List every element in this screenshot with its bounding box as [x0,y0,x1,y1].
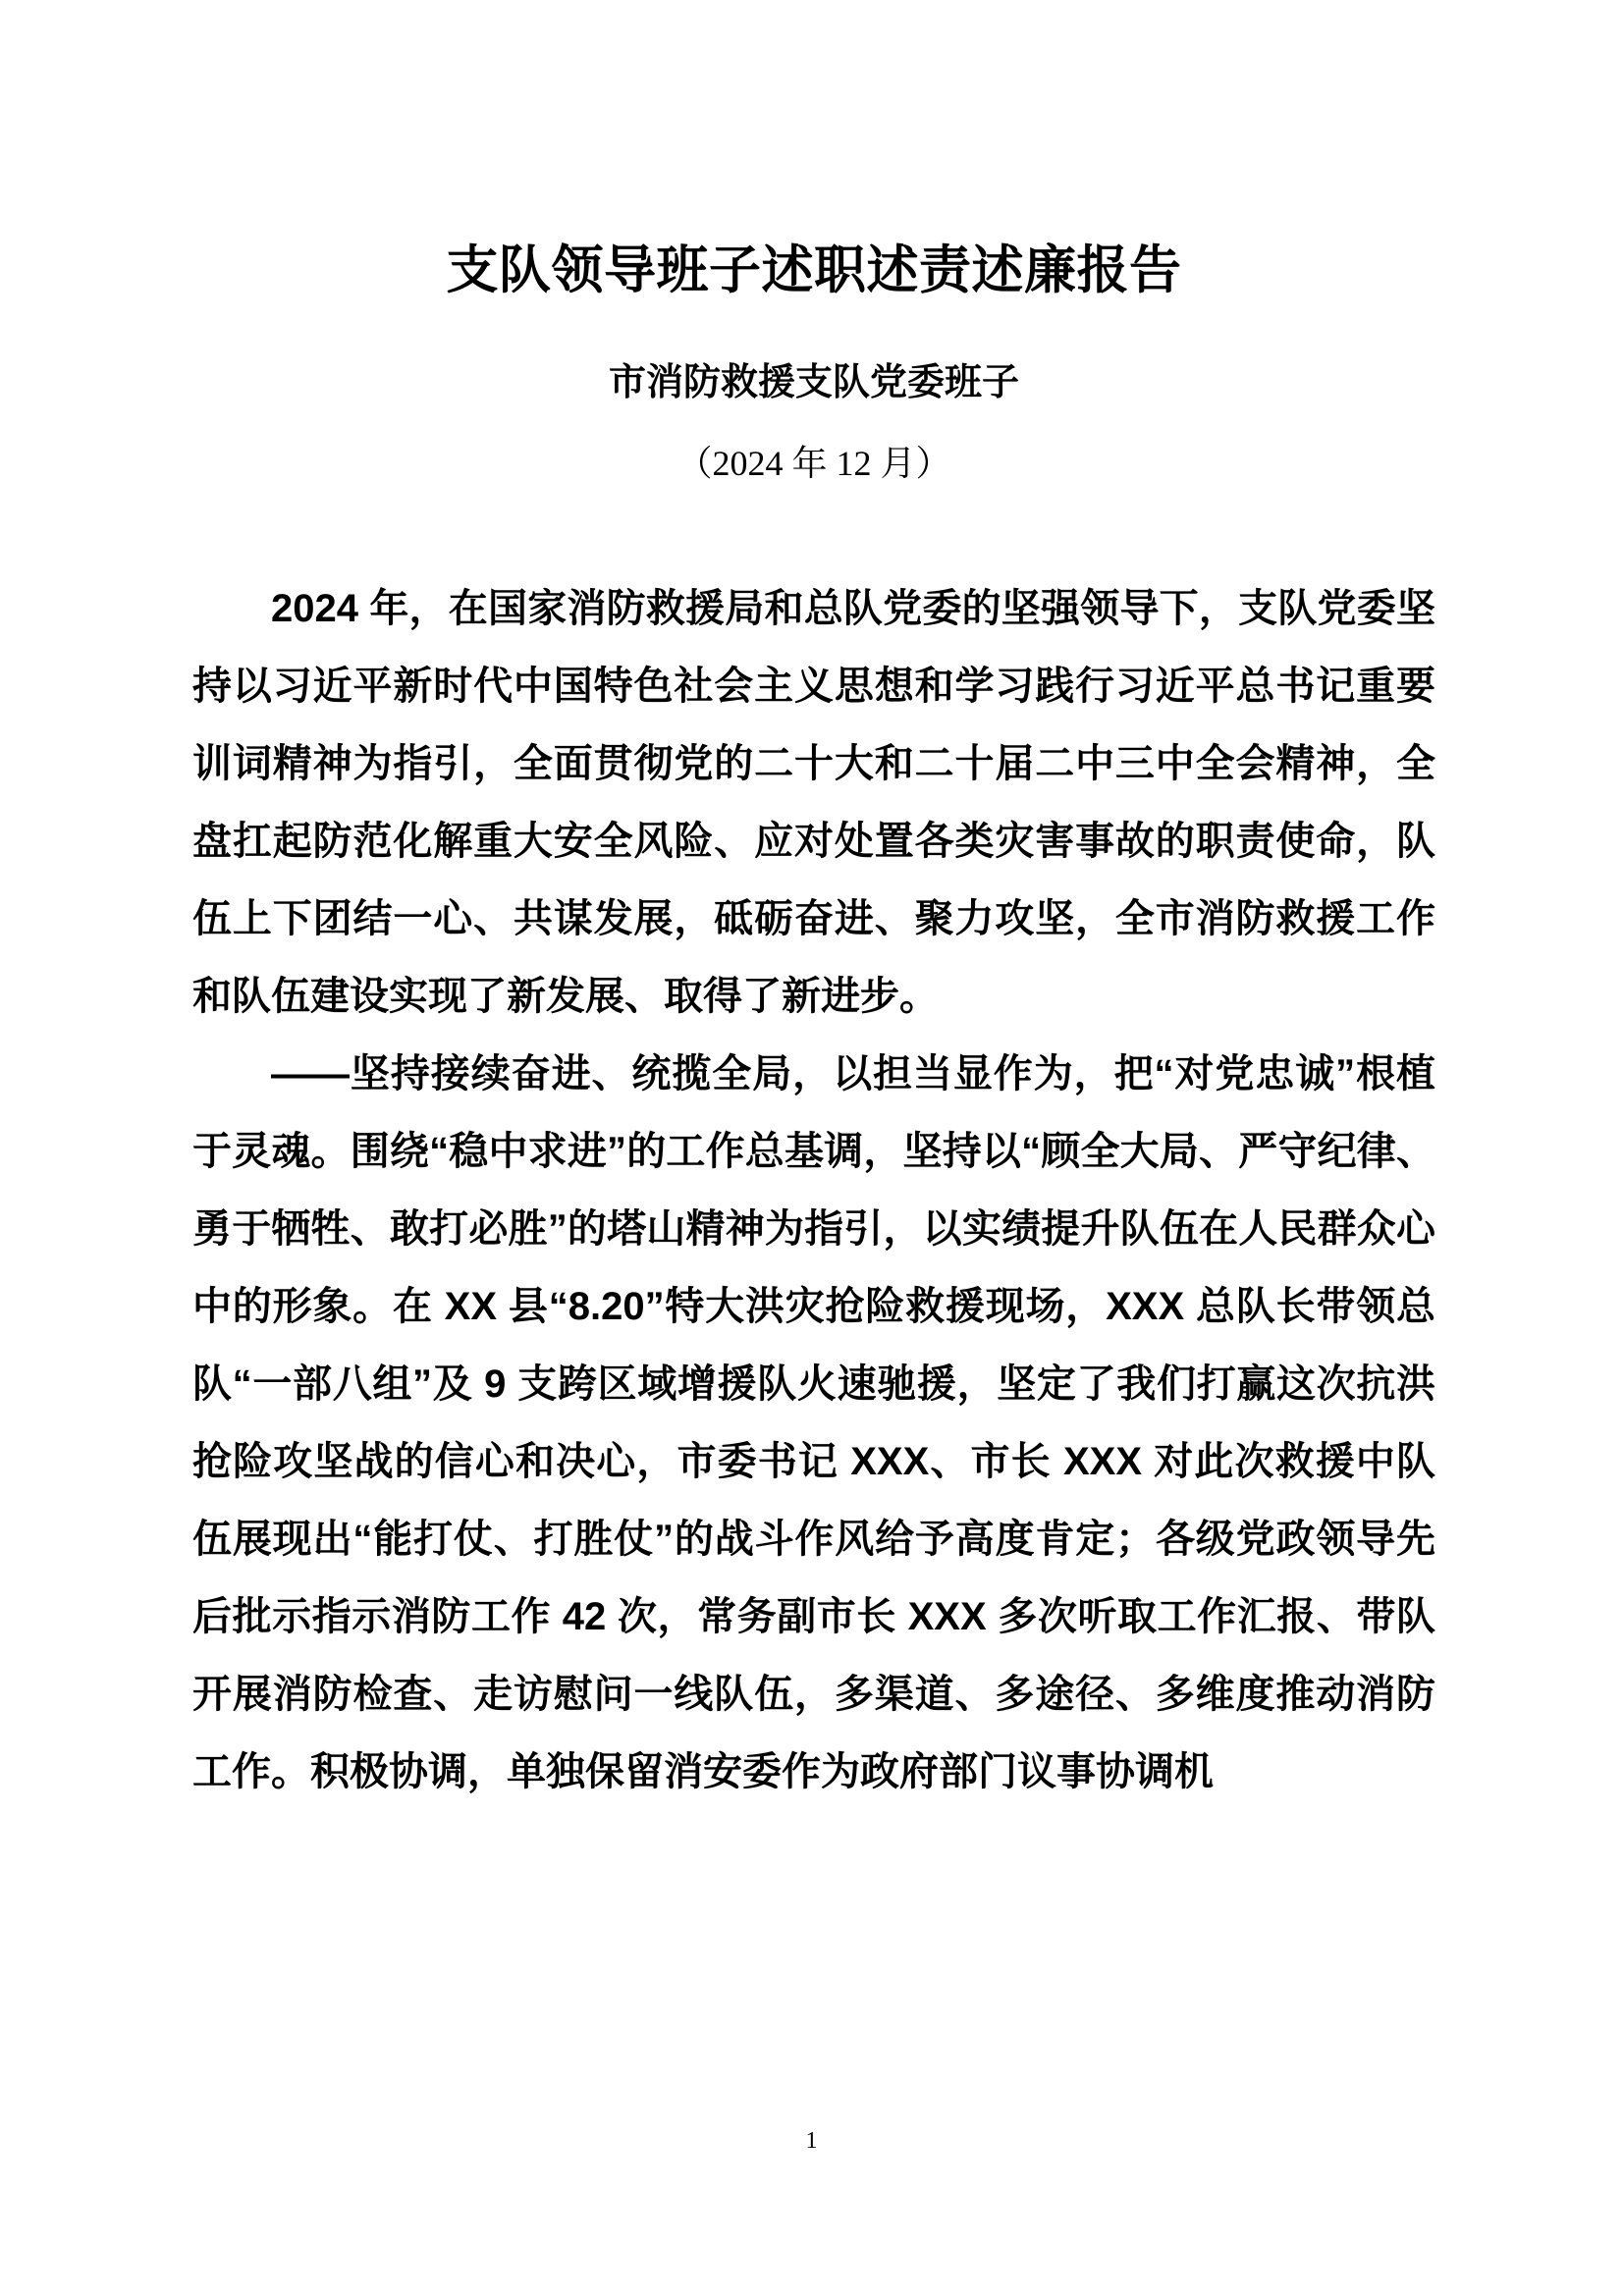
body-paragraph: 2024 年，在国家消防救援局和总队党委的坚强领导下，支队党委坚持以习近平新时代中国特色社会主义思想和学习践行习近平总书记重要训词精神为指引，全面贯彻党的二十大和二十届二中三中全会精神，全盘扛起防范化解重大安全风险、应对处置各类灾害事故的职责使命，队伍上下团结一心、共谋发展，砥砺奋进、聚力攻坚，全市消防救援工作和队伍建设实现了新发展、取得了新进步。 [192,586,1435,1018]
page-number: 1 [805,2128,818,2154]
body-paragraph: ——坚持接续奋进、统揽全局，以担当显作为，把“对党忠诚”根植于灵魂。围绕“稳中求进”的工作总基调，坚持以“顾全大局、严守纪律、勇于牺牲、敢打必胜”的塔山精神为指引，以实绩提升队伍在人民群众心中的形象。在 XX 县“8.20”特大洪灾抢险救援现场，XXX 总队长带领总队“一部八组”及 9 支跨区域增援队火速驰援，坚定了我们打赢这次抗洪抢险攻坚战的信心和决心，市委书记 XXX、市长 XXX 对此次救援中队伍展现出“能打仗、打胜仗”的战斗作风给予高度肯定；各级党政领导先后批示指示消防工作 42 次，常务副市长 XXX 多次听取工作汇报、带队开展消防检查、走访慰问一线队伍，多渠道、多途径、多维度推动消防工作。积极协调，单独保留消安委作为政府部门议事协调机 [192,1051,1435,1793]
document-title: 支队领导班子述职述责述廉报告 [446,241,1182,299]
document-date: （2024 年 12 月） [676,443,951,483]
document-body [192,490,1435,1811]
document-content [192,0,1435,1811]
document-subtitle: 市消防救援支队党委班子 [608,361,1019,403]
